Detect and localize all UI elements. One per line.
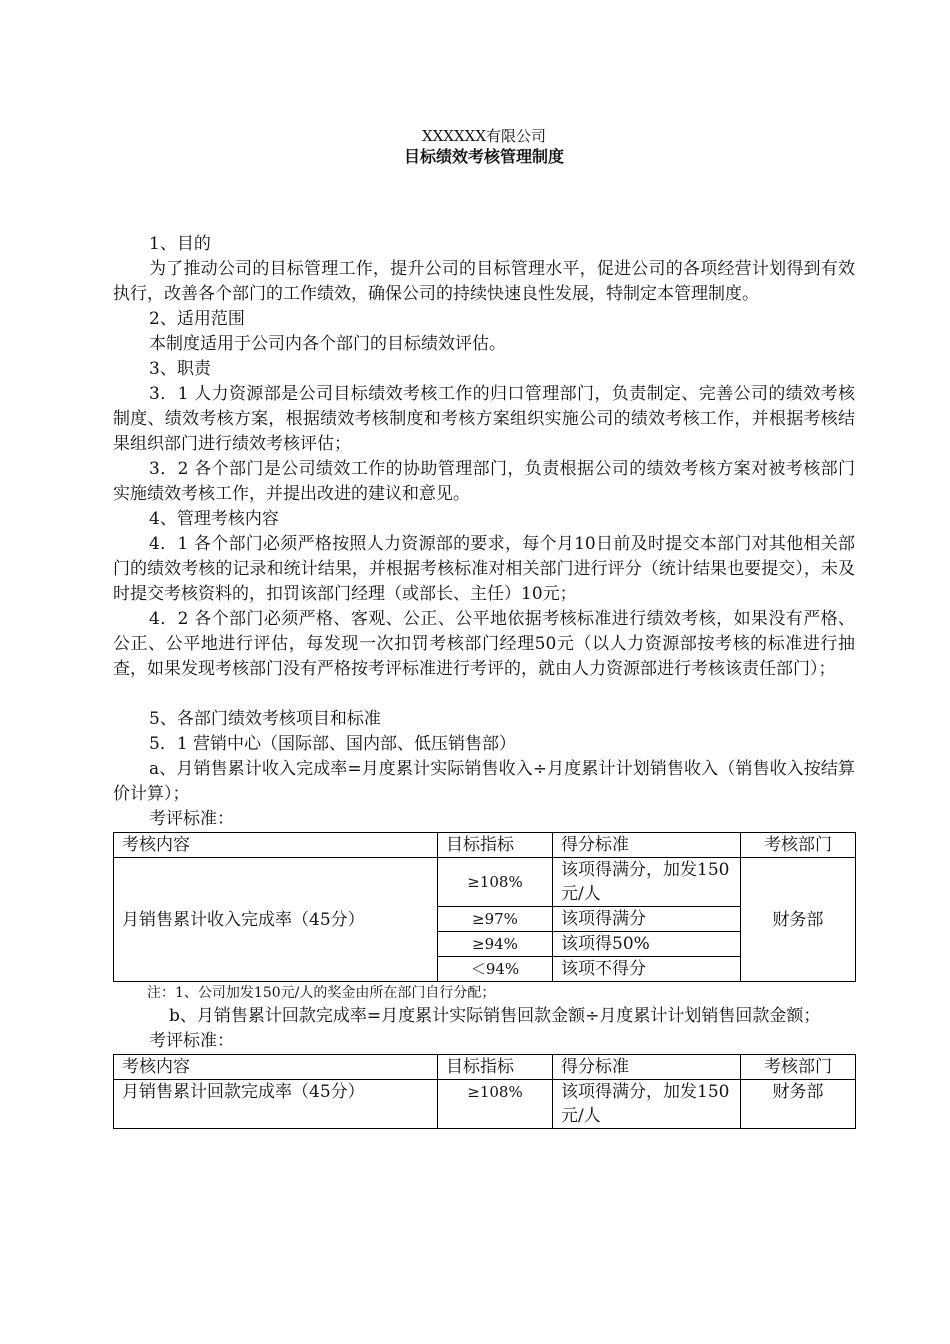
table-note: 注：1、公司加发150元/人的奖金由所在部门自行分配； — [147, 985, 496, 1001]
document-body — [113, 232, 855, 1129]
table-row — [114, 858, 856, 907]
target-cell: ≥108% — [438, 1080, 553, 1129]
criteria-label-2: 考评标准： — [149, 1031, 234, 1051]
company-name: XXXXXX有限公司 — [421, 127, 547, 145]
score-cell: 该项得满分，加发150元/人 — [553, 858, 741, 907]
table-row — [114, 1080, 856, 1129]
section-1-heading: 1、目的 — [149, 234, 211, 254]
score-cell: 该项得50% — [553, 932, 741, 957]
table-header-cell: 考核部门 — [741, 1055, 856, 1080]
table-header-cell: 考核内容 — [114, 1055, 438, 1080]
document-title: 目标绩效考核管理制度 — [403, 147, 564, 166]
target-cell: ≥94% — [438, 932, 553, 957]
section-5-1-a-text: a、月销售累计收入完成率=月度累计实际销售收入÷月度累计计划销售收入（销售收入按结算价计算）； — [113, 759, 855, 804]
table-header-cell: 考核内容 — [114, 833, 438, 858]
section-3-heading: 3、职责 — [149, 359, 211, 379]
score-cell: 该项得满分 — [553, 907, 741, 932]
target-cell: ≥97% — [438, 907, 553, 932]
score-cell: 该项得满分，加发150元/人 — [553, 1080, 741, 1129]
criteria-table-2 — [113, 1054, 856, 1129]
section-2-heading: 2、适用范围 — [149, 309, 245, 329]
criteria-label-1: 考评标准： — [149, 809, 234, 829]
section-3-1-text: 3．1 人力资源部是公司目标绩效考核工作的归口管理部门，负责制定、完善公司的绩效考核制度、绩效考核方案，根据绩效考核制度和考核方案组织实施公司的绩效考核工作，并根据考核结果组织部门进行绩效考核评估； — [113, 384, 855, 454]
document-page — [113, 126, 855, 1129]
table-header-row — [114, 833, 856, 858]
department-cell: 财务部 — [741, 1080, 856, 1129]
table-header-cell: 得分标准 — [553, 1055, 741, 1080]
score-cell: 该项不得分 — [553, 957, 741, 982]
section-4-2-text: 4．2 各个部门必须严格、客观、公正、公平地依据考核标准进行绩效考核，如果没有严格、公正、公平地进行评估，每发现一次扣罚考核部门经理50元（以人力资源部按考核的标准进行抽查，如果发现考核部门没有严格按考评标准进行考评的，就由人力资源部进行考核该责任部门）； — [113, 609, 855, 679]
section-5-1-heading: 5．1 营销中心（国际部、国内部、低压销售部） — [149, 734, 517, 754]
table-header-cell: 考核部门 — [741, 833, 856, 858]
table-header-row — [114, 1055, 856, 1080]
assessment-item-cell: 月销售累计收入完成率（45分） — [114, 858, 438, 982]
assessment-item-cell: 月销售累计回款完成率（45分） — [114, 1080, 438, 1129]
section-4-1-text: 4．1 各个部门必须严格按照人力资源部的要求，每个月10日前及时提交本部门对其他相关部门的绩效考核的记录和统计结果，并根据考核标准对相关部门进行评分（统计结果也要提交），未及时提交考核资料的，扣罚该部门经理（或部长、主任）10元； — [113, 534, 855, 604]
spacer — [113, 682, 855, 707]
target-cell: ＜94% — [438, 957, 553, 982]
section-4-heading: 4、管理考核内容 — [149, 509, 279, 529]
section-1-text: 为了推动公司的目标管理工作，提升公司的目标管理水平，促进公司的各项经营计划得到有效执行，改善各个部门的工作绩效，确保公司的持续快速良性发展，特制定本管理制度。 — [113, 259, 855, 304]
table-header-cell: 目标指标 — [438, 1055, 553, 1080]
target-cell: ≥108% — [438, 858, 553, 907]
section-3-2-text: 3．2 各个部门是公司绩效工作的协助管理部门，负责根据公司的绩效考核方案对被考核部门实施绩效考核工作，并提出改进的建议和意见。 — [113, 459, 855, 504]
department-cell: 财务部 — [741, 858, 856, 982]
section-5-1-b-text: b、月销售累计回款完成率=月度累计实际销售回款金额÷月度累计计划销售回款金额； — [169, 1006, 821, 1026]
table-header-cell: 目标指标 — [438, 833, 553, 858]
table-header-cell: 得分标准 — [553, 833, 741, 858]
section-5-heading: 5、各部门绩效考核项目和标准 — [149, 709, 381, 729]
section-2-text: 本制度适用于公司内各个部门的目标绩效评估。 — [149, 334, 506, 354]
criteria-table-1 — [113, 832, 856, 982]
